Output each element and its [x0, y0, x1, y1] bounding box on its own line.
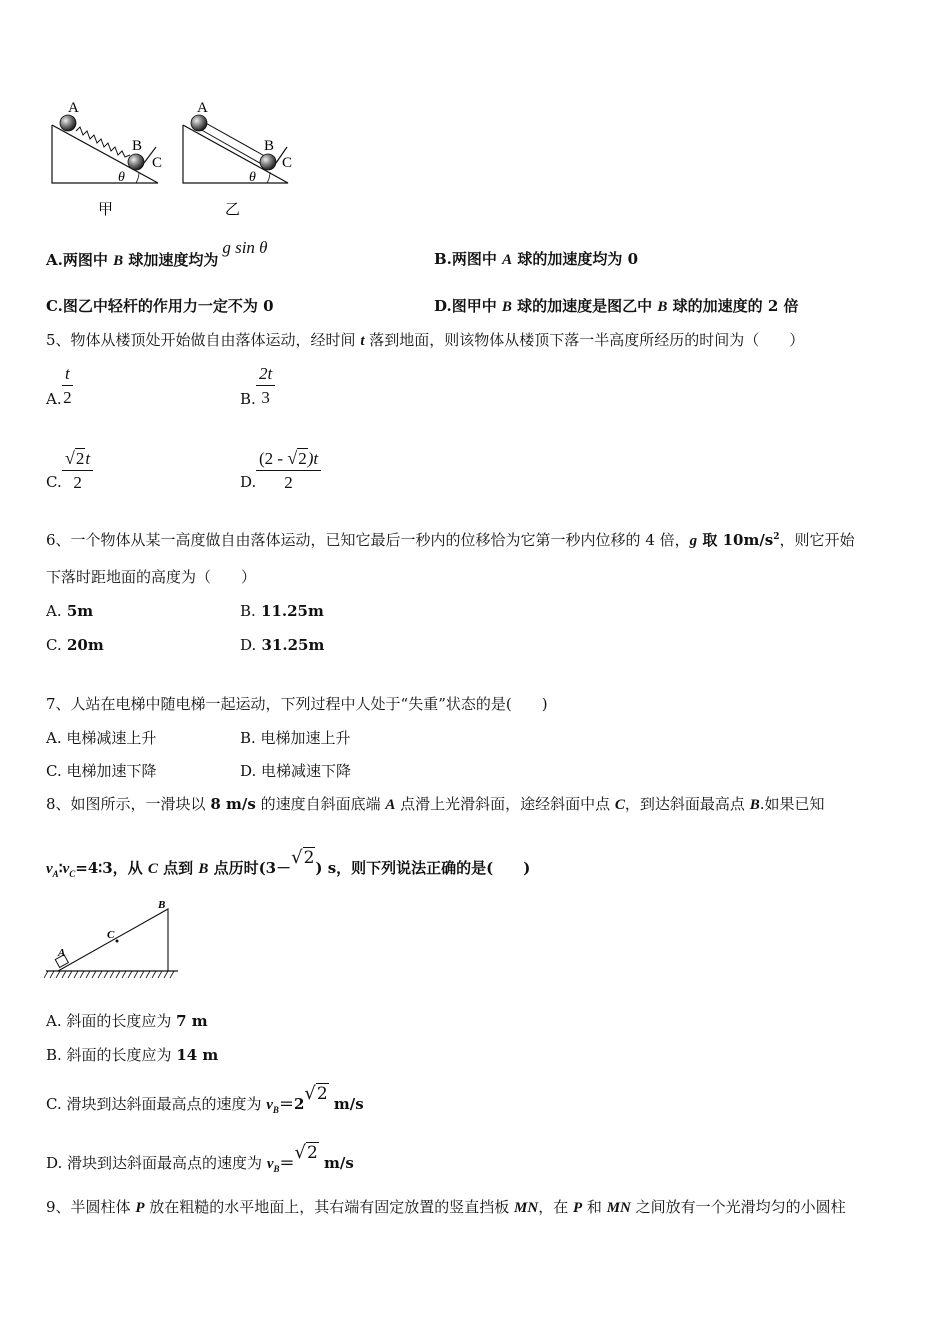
label-b: B [132, 138, 143, 154]
ball-a [60, 115, 76, 131]
q7-stem: 7、人站在电梯中随电梯一起运动，下列过程中人处于“失重”状态的是( ) [46, 695, 548, 713]
label-c: C [282, 155, 293, 171]
q6-option-c: C. 20m [46, 636, 104, 654]
q5-option-a-label: A. [46, 390, 62, 408]
figure-yi [183, 100, 292, 218]
q5-option-d-fraction: $\frac{(2 - √2)t}{2}$ [256, 448, 321, 493]
fig-label-a: A [58, 947, 66, 959]
sqrt-symbol: √ [287, 448, 298, 468]
q5-option-b-label: B. [240, 390, 256, 408]
fig-label-c: C [107, 929, 115, 941]
label-theta: θ [118, 170, 125, 185]
q8-option-b: B. 斜面的长度应为 14 m [46, 1046, 219, 1064]
q7-option-b: B. 电梯加速上升 [240, 729, 351, 747]
q4-option-b: B.两图中 A 球的加速度均为 0 [434, 250, 639, 268]
label-theta: θ [249, 170, 256, 185]
q4-option-c: C.图乙中轻杆的作用力一定不为 0 [46, 297, 274, 315]
q5-stem: 5、物体从楼顶处开始做自由落体运动，经时间 t 落到地面，则该物体从楼顶下落一半高度所经历的时间为（ ） [46, 331, 805, 349]
label-c: C [152, 155, 163, 171]
label-a: A [68, 100, 79, 116]
q7-option-a: A. 电梯减速上升 [46, 729, 157, 747]
incline-figures [40, 95, 310, 225]
q7-option-c: C. 电梯加速下降 [46, 762, 157, 780]
q5-option-d-label: D. [240, 473, 257, 491]
q5-option-b-fraction: $\frac{2t}{3}$ [256, 364, 275, 408]
q9-stem: 9、半圆柱体 P 放在粗糙的水平地面上，其右端有固定放置的竖直挡板 MN，在 P 和 MN 之间放有一个光滑均匀的小圆柱 [46, 1198, 846, 1216]
q6-stem-line2: 下落时距地面的高度为（ ） [46, 568, 257, 586]
ball-b [260, 154, 276, 170]
formula-gsin: g sin θ [222, 238, 268, 257]
sqrt-symbol: √ [65, 448, 75, 468]
q4-option-a: A.两图中 B 球加速度均为g sin θ [46, 238, 268, 269]
caption-yi: 乙 [225, 202, 241, 218]
q6-option-b: B. 11.25m [240, 602, 324, 620]
q8-option-a: A. 斜面的长度应为 7 m [46, 1012, 208, 1030]
q4-option-d: D.图甲中 B 球的加速度是图乙中 B 球的加速度的 2 倍 [434, 297, 799, 315]
q8-stem-line1: 8、如图所示，一滑块以 8 m/s 的速度自斜面底端 A 点滑上光滑斜面，途经斜面中点 C，到达斜面最高点 B.如果已知 [46, 795, 825, 813]
q5-option-a-fraction: $\frac{t}{2}$ [63, 364, 72, 407]
slope-figure [44, 895, 184, 985]
q5-option-c-fraction: $\frac{√2t}{2}$ [62, 448, 93, 493]
point-c [116, 940, 119, 943]
q8-option-c: C. 滑块到达斜面最高点的速度为 $v_B=2√2$ m/s [46, 1083, 364, 1115]
figure-jia [52, 100, 162, 218]
q6-stem-line1: 6、一个物体从某一高度做自由落体运动，已知它最后一秒内的位移恰为它第一秒内位移的 4 倍，g 取 $10m/s^2$，则它开始 [46, 531, 855, 549]
sqrt-symbol: √ [291, 847, 303, 868]
ball-a [191, 115, 207, 131]
q7-option-d: D. 电梯减速下降 [240, 762, 352, 780]
q8-option-d: D. 滑块到达斜面最高点的速度为 $v_B=√2$ m/s [46, 1142, 354, 1174]
q5-option-c-label: C. [46, 473, 62, 491]
ball-b [128, 154, 144, 170]
q6-option-d: D. 31.25m [240, 636, 325, 654]
fig-label-b: B [158, 899, 166, 911]
sqrt-symbol: √ [294, 1142, 306, 1163]
caption-jia: 甲 [98, 202, 114, 218]
sqrt-symbol: √ [304, 1083, 316, 1104]
label-b: B [264, 138, 275, 154]
label-a: A [197, 100, 208, 116]
q6-option-a: A. 5m [46, 602, 94, 620]
q8-stem-line2: $v_A∶v_C=4∶3$，从 C 点到 B 点历时(3－√2) s，则下列说法正确的是( ) [46, 847, 531, 879]
